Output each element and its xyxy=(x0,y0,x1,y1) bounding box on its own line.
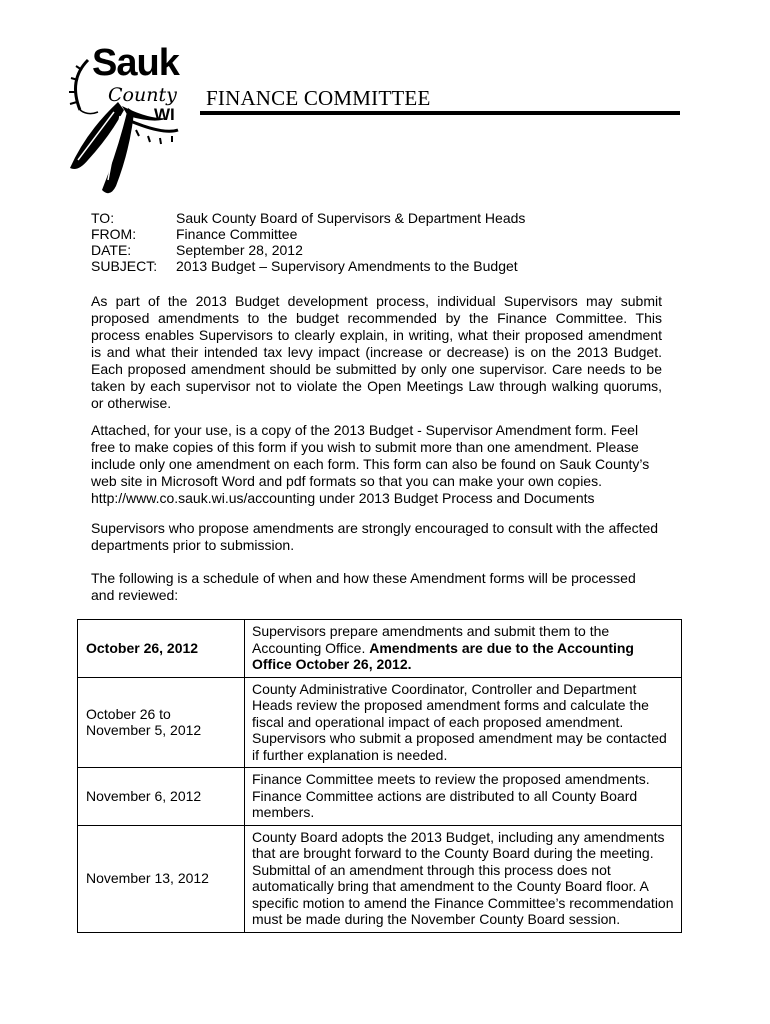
table-row xyxy=(78,677,682,768)
page-title: FINANCE COMMITTEE xyxy=(206,86,431,110)
table-row xyxy=(78,825,682,932)
memo-to-label: TO: xyxy=(91,210,115,226)
paragraph-line: free to make copies of this form if you wish to submit more than one amendment. Please xyxy=(91,439,639,455)
amendment-schedule-table xyxy=(77,619,682,933)
schedule-deadline-text: Amendments are due to the Accounting Office October 26, 2012. xyxy=(252,639,634,672)
logo-sauk-text: Sauk xyxy=(92,42,179,84)
memo-subject-label: SUBJECT: xyxy=(91,258,158,274)
paragraph-consult-departments: Supervisors who propose amendments are strongly encouraged to consult with the affected departments prior to submission. xyxy=(91,520,659,553)
paragraph-schedule-intro: The following is a schedule of when and how these Amendment forms will be processed and reviewed: xyxy=(91,570,636,603)
header-divider xyxy=(200,111,680,115)
memo-to-row xyxy=(91,210,525,226)
memo-header xyxy=(91,210,525,274)
memo-from-label: FROM: xyxy=(91,226,137,242)
memo-from-row xyxy=(91,226,525,242)
schedule-date-cell xyxy=(78,677,245,768)
schedule-date-cell: October 26, 2012 xyxy=(78,620,245,678)
paragraph-budget-process: As part of the 2013 Budget development process, individual Supervisors may submit proposed amendments to the budget recommended by the Finance Committee. This process enables Supervisors to clearly explain, in writing, what their proposed amendment is and what their intended tax levy impact (increase or decrease) is on the 2013 Budget. Each proposed amendment should be submitted by only one supervisor. Care needs to be taken by each supervisor not to violate the Open Meetings Law through walking quorums, or otherwise. xyxy=(91,293,662,411)
schedule-description-cell: Finance Committee meets to review the proposed amendments. Finance Committee actions are distributed to all County Board members. xyxy=(245,768,682,826)
table-row xyxy=(78,768,682,826)
memo-subject-row xyxy=(91,258,525,274)
schedule-date-line: October 26 to xyxy=(86,705,171,722)
schedule-date-cell: November 6, 2012 xyxy=(78,768,245,826)
schedule-description-cell: County Administrative Coordinator, Controller and Department Heads review the proposed amendment forms and calculate the fiscal and operational impact of each proposed amendment. Supervisors who submit a proposed amendment may be contacted if further explanation is needed. xyxy=(245,677,682,768)
paragraph-amendment-form xyxy=(91,422,662,507)
paragraph-line: include only one amendment on each form. This form can also be found on Sauk County’s xyxy=(91,456,650,472)
logo-wi-text: WI xyxy=(154,105,175,124)
schedule-description-cell xyxy=(245,620,682,678)
table-row xyxy=(78,620,682,678)
sauk-county-logo xyxy=(58,40,200,210)
memo-date-row xyxy=(91,242,525,258)
amendment-form-url[interactable]: http://www.co.sauk.wi.us/accounting under 2013 Budget Process and Documents xyxy=(91,490,595,506)
memo-to-value: Sauk County Board of Supervisors & Department Heads xyxy=(176,210,526,226)
paragraph-line: Attached, for your use, is a copy of the 2013 Budget - Supervisor Amendment form. Feel xyxy=(91,422,639,438)
memo-subject-value: 2013 Budget – Supervisory Amendments to the Budget xyxy=(176,258,518,274)
schedule-date-line: November 5, 2012 xyxy=(86,722,202,739)
memo-date-label: DATE: xyxy=(91,242,132,258)
schedule-description-text: Supervisors prepare amendments and submit them to the Accounting Office. xyxy=(252,623,610,656)
paragraph-line: web site in Microsoft Word and pdf formats so that you can make your own copies. xyxy=(91,473,602,489)
memo-date-value: September 28, 2012 xyxy=(176,242,303,258)
logo-county-text: County xyxy=(108,84,177,106)
memo-from-value: Finance Committee xyxy=(176,226,298,242)
schedule-date-cell: November 13, 2012 xyxy=(78,825,245,932)
schedule-description-cell: County Board adopts the 2013 Budget, including any amendments that are brought forward to the County Board during the meeting. Submittal of an amendment through this process does not automatically bring that amendment to the County Board floor. A specific motion to amend the Finance Committee’s recommendation must be made during the November County Board session. xyxy=(245,825,682,932)
